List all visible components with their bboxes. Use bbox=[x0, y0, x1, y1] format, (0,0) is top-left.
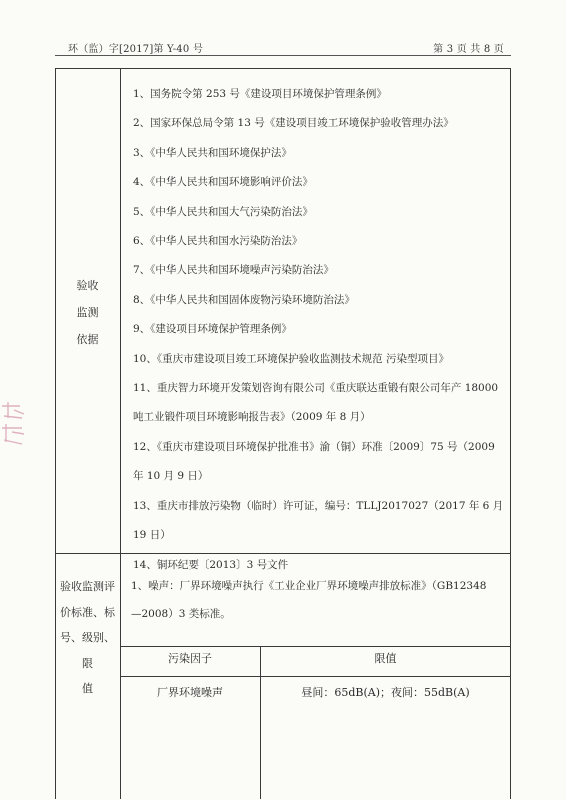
list-item: 2、国家环保总局令第 13 号《建设项目竣工环境保护验收管理办法》 bbox=[133, 117, 454, 130]
list-item: 14、铜环纪要〔2013〕3 号文件 bbox=[133, 558, 289, 571]
doc-number: 环（监）字[2017]第 Y-40 号 bbox=[68, 44, 204, 55]
list-item: 12、《重庆市建设项目环境保护批准书》渝（铜）环准〔2009〕75 号（2009 bbox=[133, 440, 495, 453]
list-item: 19 日） bbox=[133, 529, 171, 542]
limits-header-limit: 限值 bbox=[374, 652, 397, 665]
standard-label: 验收监测评 价标准、标 号、级别、限 值 bbox=[60, 580, 115, 695]
header-rule bbox=[55, 55, 511, 56]
limits-table-top bbox=[120, 646, 511, 647]
list-item: 11、重庆智力环境开发策划咨询有限公司《重庆联达重锻有限公司年产 18000 bbox=[133, 382, 499, 395]
list-item: 5、《中华人民共和国大气污染防治法》 bbox=[133, 205, 313, 218]
list-item: 7、《中华人民共和国环境噪声污染防治法》 bbox=[133, 264, 334, 277]
limits-cell-limit: 昼间：65dB(A)；夜间：55dB(A) bbox=[301, 686, 470, 699]
list-item: 6、《中华人民共和国水污染防治法》 bbox=[133, 235, 303, 248]
list-item: 年 10 月 9 日） bbox=[133, 470, 209, 483]
list-item: 3、《中华人民共和国环境保护法》 bbox=[133, 146, 292, 159]
list-item: 4、《中华人民共和国环境影响评价法》 bbox=[133, 176, 313, 189]
seal-stamp-fragment bbox=[0, 398, 32, 450]
limits-table-header-rule bbox=[120, 676, 511, 677]
list-item: 吨工业锻件项目环境影响报告表》（2009 年 8 月） bbox=[133, 411, 371, 424]
limits-cell-factor: 厂界环境噪声 bbox=[157, 686, 223, 699]
page-number: 第 3 页 共 8 页 bbox=[433, 44, 504, 55]
list-item: 8、《中华人民共和国固体废物污染环境防治法》 bbox=[133, 293, 355, 306]
limits-table-col-divider bbox=[260, 646, 261, 799]
list-item: 9、《建设项目环境保护管理条例》 bbox=[133, 323, 292, 336]
standard-text: 1、噪声：厂界环境噪声执行《工业企业厂界环境噪声排放标准》（GB12348 —2008）3 类标准。 bbox=[131, 580, 487, 620]
list-item: 1、国务院令第 253 号《建设项目环境保护管理条例》 bbox=[133, 88, 387, 100]
list-item: 13、重庆市排放污染物（临时）许可证，编号：TLLJ2017027（2017 年 6 月 bbox=[133, 499, 504, 512]
limits-header-factor: 污染因子 bbox=[168, 652, 212, 665]
basis-list bbox=[133, 80, 505, 580]
basis-label: 验收 监测 依据 bbox=[76, 279, 99, 346]
list-item: 10、《重庆市建设项目竣工环境保护验收监测技术规范 污染型项目》 bbox=[133, 352, 449, 365]
